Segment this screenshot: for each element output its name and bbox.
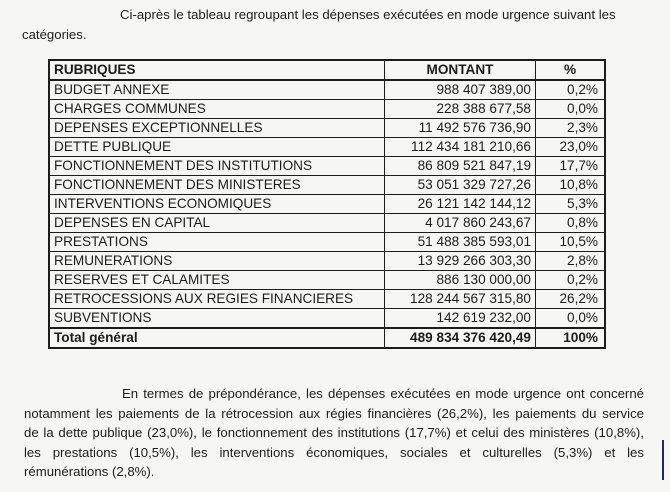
cell-montant: 4 017 860 243,67 xyxy=(385,214,536,233)
total-label: Total général xyxy=(49,328,385,348)
table-row xyxy=(49,176,605,195)
table-row xyxy=(49,80,605,100)
cell-rubrique: DEPENSES EXCEPTIONNELLES xyxy=(49,119,385,138)
outro-line-3: de la dette publique (23,0%), le fonctionnement des institutions (17,7%) et celui des ministères (10,8%), xyxy=(24,425,644,441)
table-row xyxy=(49,157,605,176)
outro-line-1-text: En termes de prépondérance, les dépenses exécutées en mode urgence ont concerné xyxy=(122,386,644,401)
cell-rubrique: PRESTATIONS xyxy=(49,233,385,252)
header-rubriques: RUBRIQUES xyxy=(49,60,385,80)
cell-percent: 0,0% xyxy=(536,309,606,329)
header-percent: % xyxy=(536,60,606,80)
cell-rubrique: RESERVES ET CALAMITES xyxy=(49,271,385,290)
outro-line-2: notamment les paiements de la rétrocession aux régies financières (26,2%), les paiements du service xyxy=(24,405,644,421)
cell-montant: 128 244 567 315,80 xyxy=(385,290,536,309)
cell-montant: 142 619 232,00 xyxy=(385,309,536,329)
cell-percent: 10,5% xyxy=(536,233,606,252)
cell-percent: 2,3% xyxy=(536,119,606,138)
cell-rubrique: CHARGES COMMUNES xyxy=(49,100,385,119)
cell-montant: 86 809 521 847,19 xyxy=(385,157,536,176)
cell-percent: 26,2% xyxy=(536,290,606,309)
cell-rubrique: RETROCESSIONS AUX REGIES FINANCIERES xyxy=(49,290,385,309)
cell-percent: 0,2% xyxy=(536,80,606,100)
outro-line-1 xyxy=(24,384,644,404)
cell-percent: 23,0% xyxy=(536,138,606,157)
table-row xyxy=(49,309,605,329)
expenses-table xyxy=(48,59,606,349)
cell-montant: 51 488 385 593,01 xyxy=(385,233,536,252)
cell-rubrique: FONCTIONNEMENT DES INSTITUTIONS xyxy=(49,157,385,176)
cell-percent: 2,8% xyxy=(536,252,606,271)
outro-line-4: les prestations (10,5%), les interventions économiques, sociales et culturelles (5,3%) et les xyxy=(24,444,644,460)
total-montant: 489 834 376 420,49 xyxy=(385,328,536,348)
table-row xyxy=(49,119,605,138)
cell-rubrique: INTERVENTIONS ECONOMIQUES xyxy=(49,195,385,214)
cell-montant: 112 434 181 210,66 xyxy=(385,138,536,157)
table-row xyxy=(49,214,605,233)
table-row xyxy=(49,100,605,119)
cell-rubrique: SUBVENTIONS xyxy=(49,309,385,329)
cell-percent: 10,8% xyxy=(536,176,606,195)
outro-paragraph xyxy=(24,384,644,482)
cell-montant: 11 492 576 736,90 xyxy=(385,119,536,138)
table-header-row xyxy=(49,60,605,80)
cell-montant: 886 130 000,00 xyxy=(385,271,536,290)
cell-montant: 228 388 677,58 xyxy=(385,100,536,119)
table-row xyxy=(49,290,605,309)
cell-montant: 26 121 142 144,12 xyxy=(385,195,536,214)
intro-paragraph xyxy=(22,5,642,44)
cell-montant: 13 929 266 303,30 xyxy=(385,252,536,271)
intro-line-1: Ci-après le tableau regroupant les dépenses exécutées en mode urgence suivant les xyxy=(120,7,616,22)
intro-line-2: catégories. xyxy=(22,26,87,42)
cell-percent: 0,8% xyxy=(536,214,606,233)
table-row xyxy=(49,252,605,271)
page-edge-mark xyxy=(662,440,664,480)
outro-line-5: rémunérations (2,8%). xyxy=(24,464,155,480)
cell-montant: 988 407 389,00 xyxy=(385,80,536,100)
cell-rubrique: BUDGET ANNEXE xyxy=(49,80,385,100)
cell-rubrique: FONCTIONNEMENT DES MINISTERES xyxy=(49,176,385,195)
cell-montant: 53 051 329 727,26 xyxy=(385,176,536,195)
cell-percent: 17,7% xyxy=(536,157,606,176)
cell-percent: 0,0% xyxy=(536,100,606,119)
cell-rubrique: DETTE PUBLIQUE xyxy=(49,138,385,157)
cell-rubrique: DEPENSES EN CAPITAL xyxy=(49,214,385,233)
header-montant: MONTANT xyxy=(385,60,536,80)
table-total-row xyxy=(49,328,605,348)
total-percent: 100% xyxy=(536,328,606,348)
cell-percent: 5,3% xyxy=(536,195,606,214)
cell-percent: 0,2% xyxy=(536,271,606,290)
table-row xyxy=(49,195,605,214)
table-row xyxy=(49,138,605,157)
table-row xyxy=(49,271,605,290)
table-row xyxy=(49,233,605,252)
cell-rubrique: REMUNERATIONS xyxy=(49,252,385,271)
